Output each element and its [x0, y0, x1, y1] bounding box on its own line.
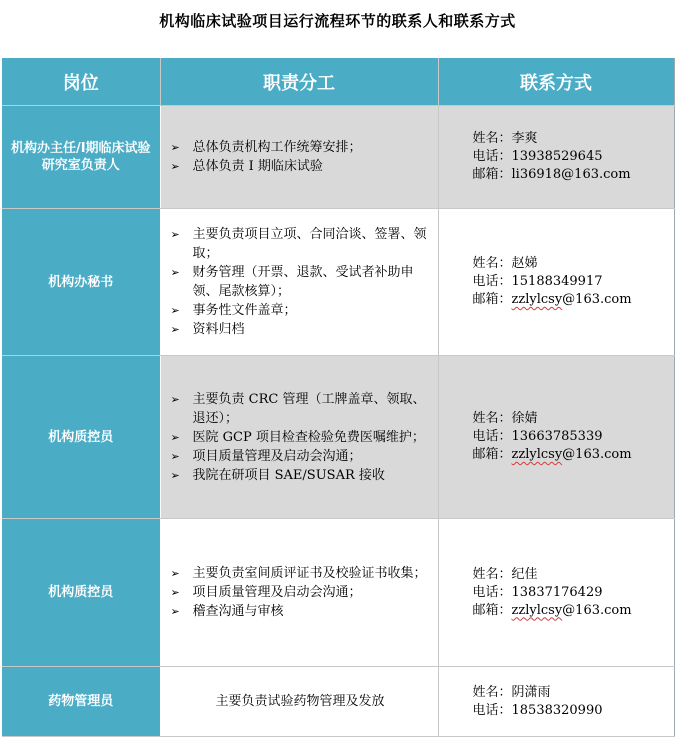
duty-item: ➢ 主要负责 CRC 管理（工牌盖章、领取、退还）；	[171, 390, 430, 428]
email-label: 邮箱：	[472, 167, 512, 182]
table-header-row	[2, 59, 674, 106]
phone-label: 电话：	[472, 584, 512, 600]
contact-phone: 13938529645	[511, 149, 603, 164]
contact-cell	[438, 519, 674, 667]
contact-name: 纪佳	[511, 566, 538, 582]
name-label: 姓名：	[472, 566, 512, 582]
contact-phone: 13663785339	[511, 429, 603, 444]
contact-cell	[438, 106, 674, 209]
header-contact: 联系方式	[438, 59, 674, 106]
contact-phone: 15188349917	[511, 274, 603, 289]
contact-phone: 13837176429	[511, 584, 603, 600]
email-label: 邮箱：	[472, 602, 512, 618]
duty-item: ➢ 医院 GCP 项目检查检验免费医嘱维护；	[171, 428, 430, 447]
duty-cell	[160, 356, 438, 519]
role-cell: 机构办主任/I期临床试验研究室负责人	[2, 106, 160, 209]
email-label: 邮箱：	[472, 292, 512, 307]
contact-name: 赵娣	[511, 256, 538, 271]
table-row	[2, 519, 674, 667]
role-cell: 机构质控员	[2, 519, 160, 667]
contact-cell	[438, 356, 674, 519]
contact-email-user: zzlylcsy	[511, 602, 563, 618]
header-role: 岗位	[2, 59, 160, 106]
contact-cell	[438, 209, 674, 356]
duty-item: ➢ 主要负责室间质评证书及校验证书收集；	[171, 564, 430, 583]
name-label: 姓名：	[472, 256, 512, 271]
phone-label: 电话：	[472, 274, 512, 289]
role-cell: 机构办秘书	[2, 209, 160, 356]
duty-cell	[160, 209, 438, 356]
table-row	[2, 356, 674, 519]
contact-email-domain: @163.com	[562, 602, 632, 618]
page-title: 机构临床试验项目运行流程环节的联系人和联系方式	[159, 12, 516, 30]
duty-item: ➢ 项目质量管理及启动会沟通；	[171, 583, 430, 602]
phone-label: 电话：	[472, 149, 512, 164]
table-row	[2, 106, 674, 209]
header-duties: 职责分工	[160, 59, 438, 106]
table-row	[2, 209, 674, 356]
role-cell: 机构质控员	[2, 356, 160, 519]
duty-item: ➢ 财务管理（开票、退款、受试者补助申领、尾款核算）；	[171, 263, 430, 301]
contact-email-user: zzlylcsy	[511, 292, 563, 307]
duty-item: ➢ 总体负责 I 期临床试验	[171, 157, 430, 176]
contact-email: li36918@163.com	[511, 167, 631, 182]
duty-cell: 主要负责试验药物管理及发放	[160, 667, 438, 737]
phone-label: 电话：	[472, 702, 512, 718]
phone-label: 电话：	[472, 429, 512, 444]
contact-name: 徐婧	[511, 411, 538, 426]
role-cell: 药物管理员	[2, 667, 160, 737]
table-row	[2, 667, 674, 737]
contact-name: 李爽	[511, 131, 538, 146]
duty-item: ➢ 稽查沟通与审核	[171, 602, 430, 621]
name-label: 姓名：	[472, 131, 512, 146]
name-label: 姓名：	[472, 684, 512, 700]
duty-item: ➢ 主要负责项目立项、合同洽谈、签署、领取；	[171, 225, 430, 263]
duty-cell	[160, 106, 438, 209]
duty-item: ➢ 项目质量管理及启动会沟通；	[171, 447, 430, 466]
contact-phone: 18538320990	[511, 702, 603, 718]
contact-cell	[438, 667, 674, 737]
name-label: 姓名：	[472, 411, 512, 426]
duty-item: ➢ 我院在研项目 SAE/SUSAR 接收	[171, 466, 430, 485]
contact-email-domain: @163.com	[562, 292, 632, 307]
duty-item: ➢ 事务性文件盖章；	[171, 301, 430, 320]
contact-name: 阴潇雨	[511, 684, 551, 700]
contact-email-user: zzlylcsy	[511, 447, 563, 462]
duty-item: ➢ 资料归档	[171, 320, 430, 339]
contact-email-domain: @163.com	[562, 447, 632, 462]
duty-item: ➢ 总体负责机构工作统筹安排；	[171, 138, 430, 157]
contact-table	[2, 58, 675, 737]
duty-cell	[160, 519, 438, 667]
email-label: 邮箱：	[472, 447, 512, 462]
